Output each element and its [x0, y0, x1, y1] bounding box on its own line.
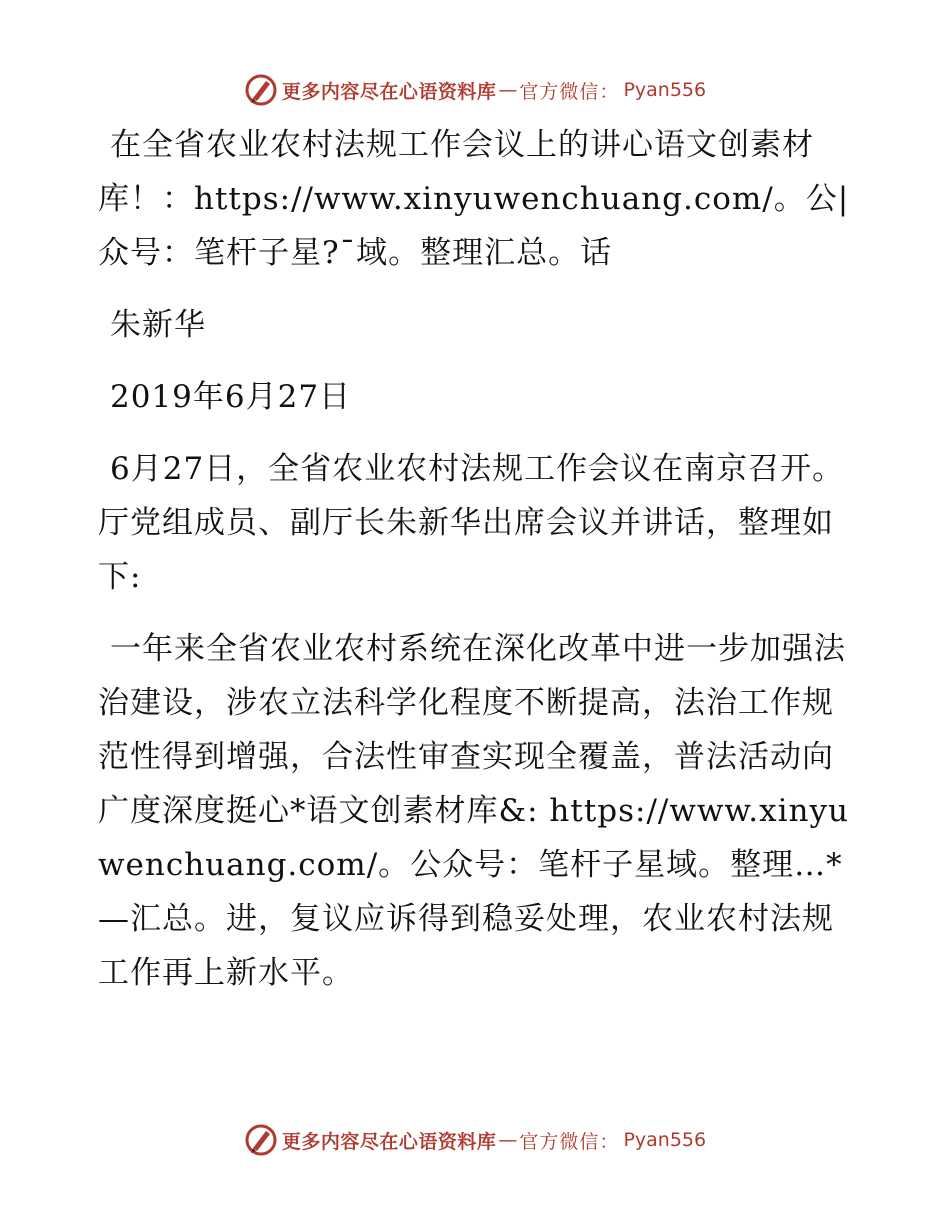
banner-wechat-id: Pyan556 — [623, 79, 707, 101]
banner-dash: — — [498, 1129, 518, 1151]
banner-brand: 更多内容尽在心语资料库 — [281, 1130, 497, 1153]
document-title: 在全省农业农村法规工作会议上的讲心语文创素材库！：https://www.xinyuwenchuang.com/。公|众号：笔杆子星?¯域。整理汇总。话 — [98, 127, 850, 271]
pen-logo-icon — [244, 1123, 278, 1157]
banner-wechat-id: Pyan556 — [623, 1129, 707, 1151]
document-body — [98, 118, 858, 1018]
document-paragraph: 6月27日，全省农业农村法规工作会议在南京召开。厅党组成员、副厅长朱新华出席会议并讲话，整理如下: — [98, 451, 845, 595]
banner-dash: — — [498, 79, 518, 101]
header-banner — [0, 70, 950, 110]
pen-logo-icon — [244, 73, 278, 107]
banner-wechat-label: 官方微信： — [519, 1130, 620, 1153]
banner-brand: 更多内容尽在心语资料库 — [281, 80, 497, 103]
footer-banner — [0, 1120, 950, 1160]
document-paragraph: 一年来全省农业农村系统在深化改革中进一步加强法治建设，涉农立法科学化程度不断提高，法治工作规范性得到增强，合法性审查实现全覆盖，普法活动向广度深度挺心*语文创素材库&: https://www.xinyuwenchuang.com/。公众号：笔杆子星域。整理…*—汇总。进，复议应诉得到稳妥处理，农业农村法规工作再上新水平。 — [98, 631, 849, 991]
document-author: 朱新华 — [110, 307, 206, 343]
banner-wechat-label: 官方微信： — [519, 80, 620, 103]
document-date: 2019年6月27日 — [110, 379, 352, 415]
